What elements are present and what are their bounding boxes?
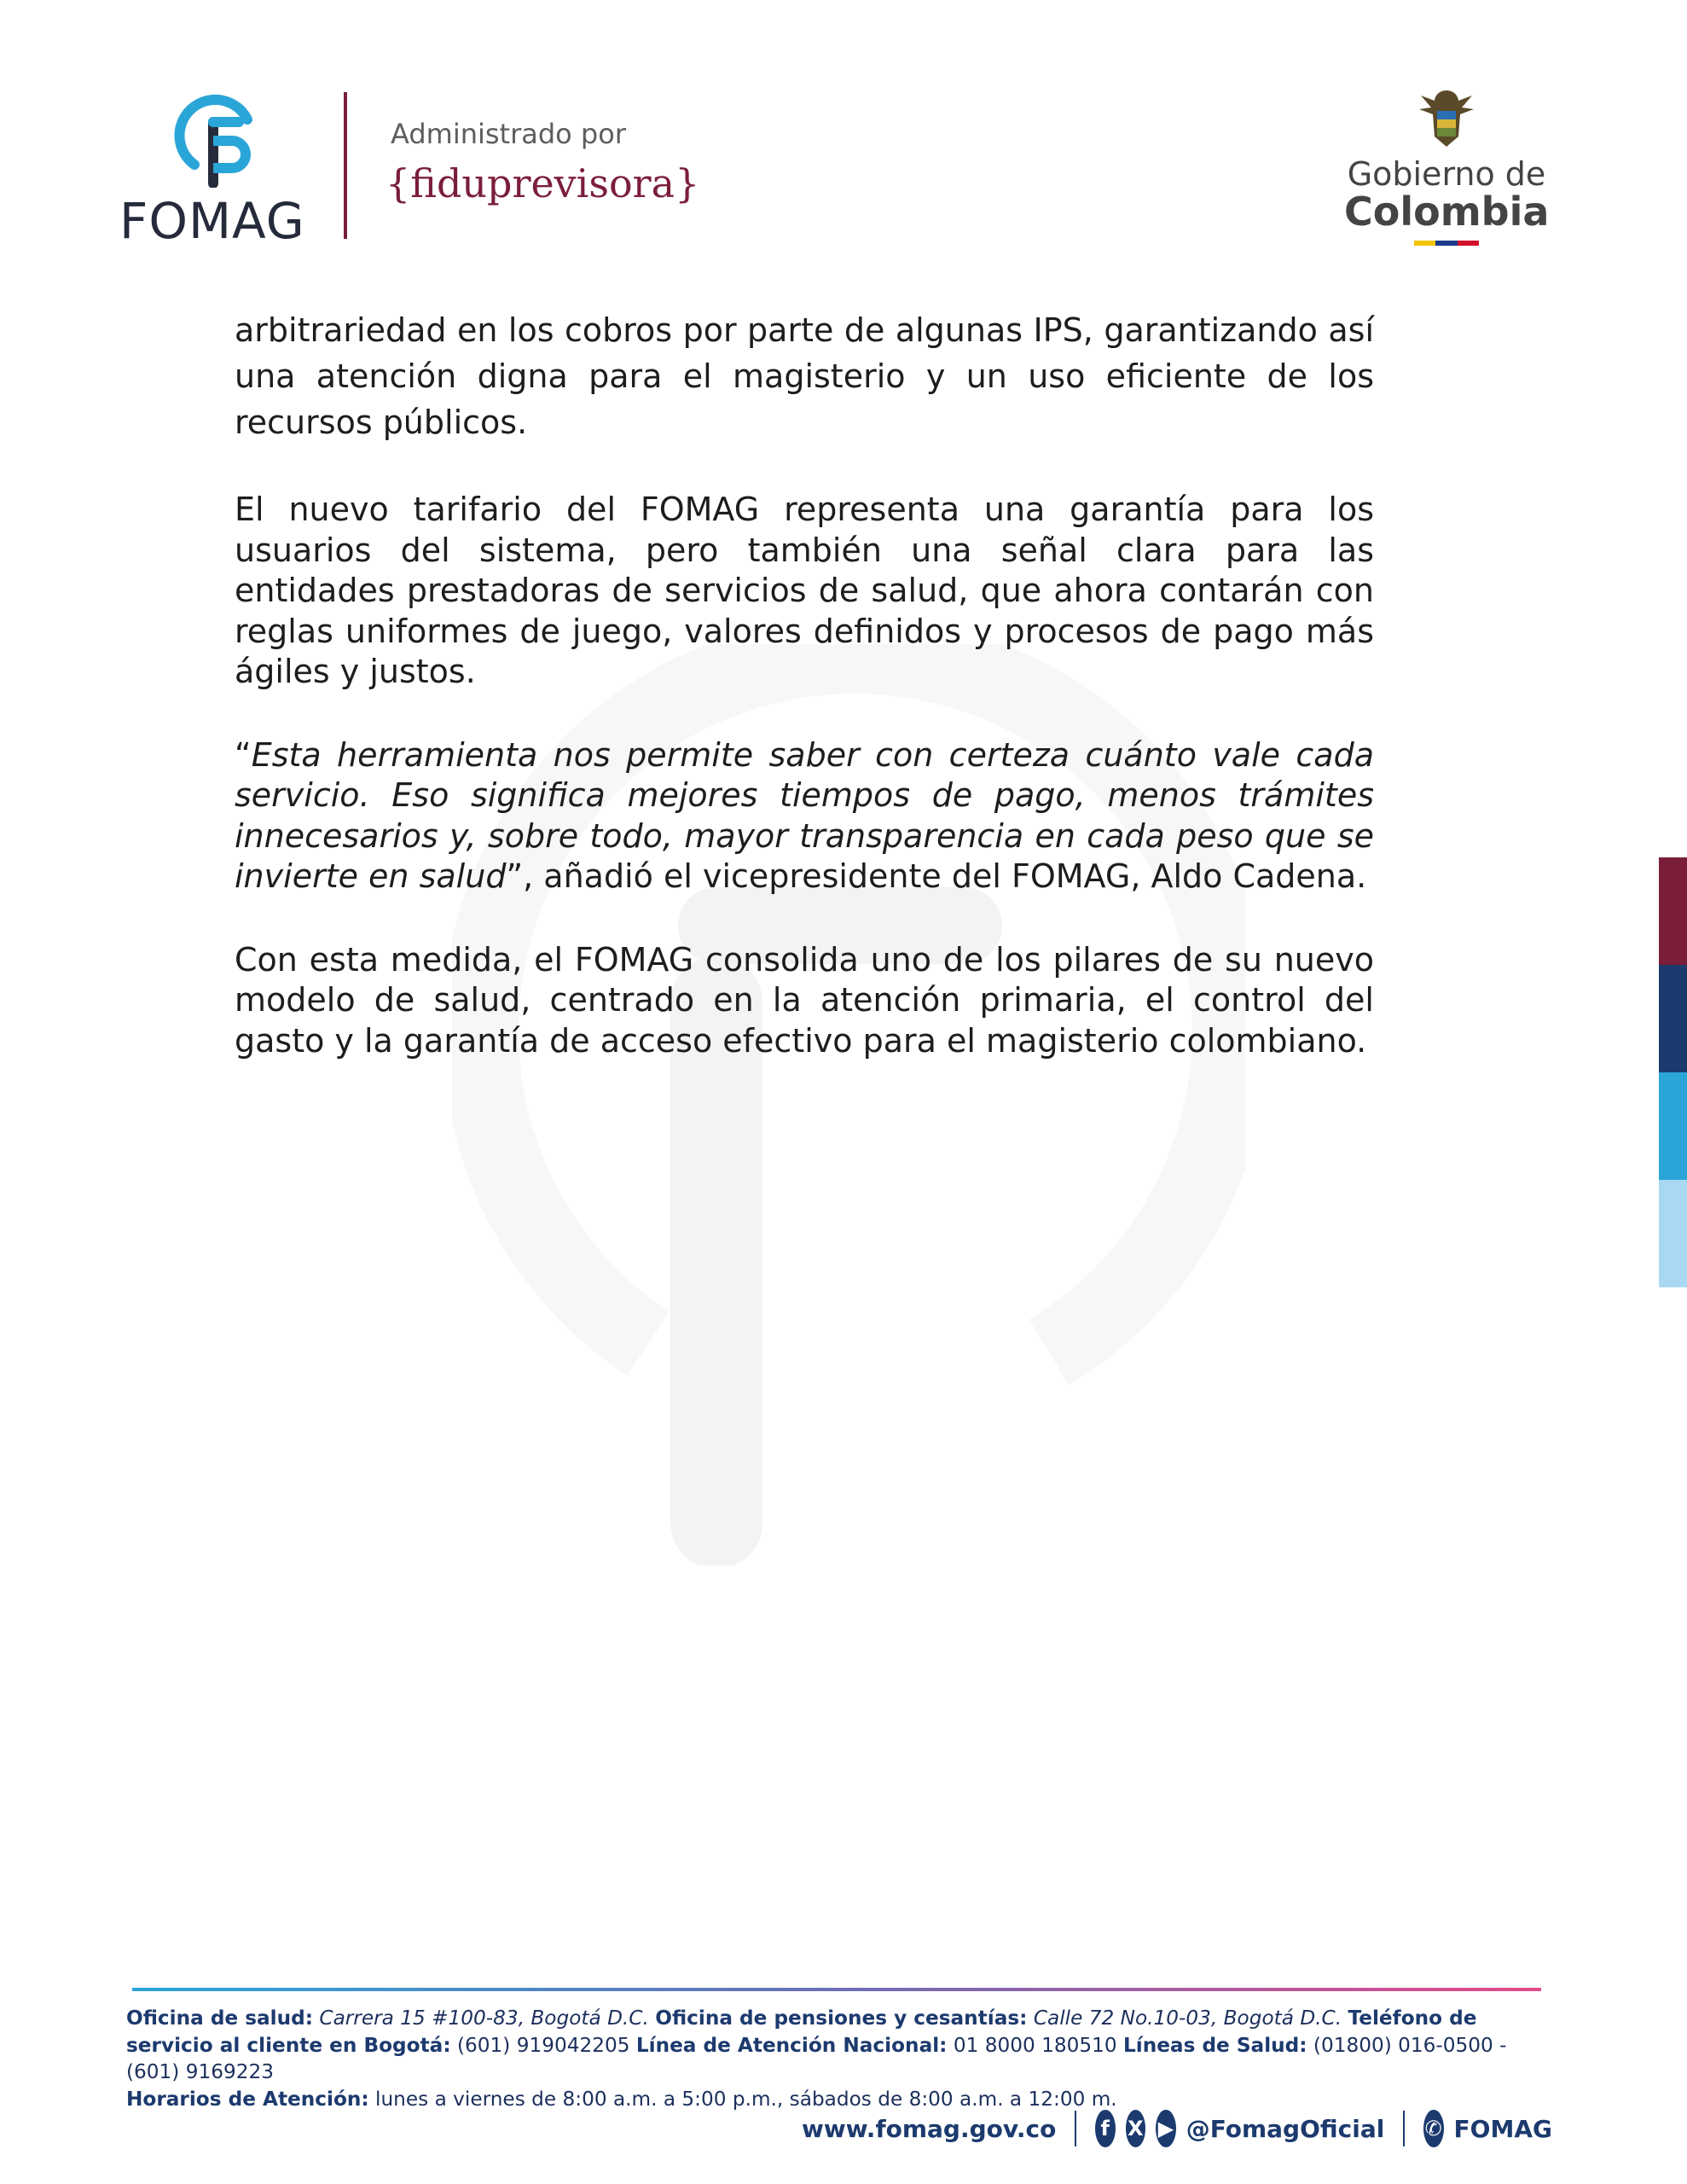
oficina-pensiones-label: Oficina de pensiones y cesantías: xyxy=(655,2007,1028,2030)
paragraph-3 xyxy=(235,735,1374,897)
footer-links xyxy=(802,2107,1552,2150)
fomag-wordmark: FOMAG xyxy=(119,192,305,250)
paragraph-4: Con esta medida, el FOMAG consolida uno de los pilares de su nuevo modelo de salud, centrado en la atención primaria, el control del gasto y la garantía de acceso efectivo para el magisterio colombiano. xyxy=(235,940,1374,1060)
gobierno-colombia-logo xyxy=(1344,85,1549,256)
quote-open: “ xyxy=(235,735,252,774)
oficina-pensiones-value: Calle 72 No.10-03, Bogotá D.C. xyxy=(1033,2007,1342,2030)
lineas-salud-value: (01800) 016-0500 - (601) 9169223 xyxy=(126,2033,1507,2083)
footer-separator xyxy=(1075,2111,1076,2146)
article-body xyxy=(235,307,1374,1104)
horarios-label: Horarios de Atención: xyxy=(126,2087,369,2111)
paragraph-1: arbitrariedad en los cobros por parte de algunas IPS, garantizando así una atención digna para el magisterio y un uso eficiente de los recursos públicos. xyxy=(235,311,1374,441)
fomag-logo xyxy=(119,90,316,252)
social-handle-link[interactable]: @FomagOficial xyxy=(1186,2114,1385,2143)
paragraph-2: El nuevo tarifario del FOMAG representa una garantía para los usuarios del sistema, pero también una señal clara para las entidades prestadoras de servicios de salud, que ahora contarán con reglas uniformes de juego, valores definidos y procesos de pago más ágiles y justos. xyxy=(235,491,1374,690)
quote-attribution: ”, añadió el vicepresidente del FOMAG, Aldo Cadena. xyxy=(506,857,1367,895)
lineas-salud-label: Líneas de Salud: xyxy=(1122,2033,1307,2057)
linea-nacional-value: 01 8000 180510 xyxy=(953,2033,1117,2057)
telefono-value: (601) 919042205 xyxy=(456,2033,630,2057)
youtube-icon[interactable]: ▶ xyxy=(1156,2110,1176,2147)
telefono-label: Teléfono de servicio al cliente en Bogotá: xyxy=(126,2007,1477,2057)
footer-separator xyxy=(1403,2111,1405,2146)
side-bar-light-blue xyxy=(1659,1180,1687,1287)
side-bar-navy xyxy=(1659,965,1687,1072)
colombia-crest-icon xyxy=(1412,85,1481,154)
footer-contact-info xyxy=(126,2005,1551,2112)
whatsapp-icon[interactable]: ✆ xyxy=(1423,2110,1444,2147)
website-link[interactable]: www.fomag.gov.co xyxy=(802,2114,1057,2143)
oficina-salud-label: Oficina de salud: xyxy=(126,2007,313,2030)
horarios-value: lunes a viernes de 8:00 a.m. a 5:00 p.m., sábados de 8:00 a.m. a 12:00 m. xyxy=(375,2087,1117,2111)
fiduprevisora-logo: {fiduprevisora} xyxy=(386,160,700,206)
colombia-flag-stripe xyxy=(1414,241,1479,246)
side-bar-maroon xyxy=(1659,857,1687,965)
linea-nacional-label: Línea de Atención Nacional: xyxy=(635,2033,948,2057)
footer-gradient-line xyxy=(132,1988,1541,1991)
facebook-icon[interactable]: f xyxy=(1095,2110,1116,2147)
whatsapp-link[interactable]: FOMAG xyxy=(1453,2114,1552,2143)
gov-line2: Colombia xyxy=(1344,189,1550,235)
gov-line1: Gobierno de xyxy=(1347,155,1546,193)
oficina-salud-value: Carrera 15 #100-83, Bogotá D.C. xyxy=(319,2007,649,2030)
fomag-g-icon xyxy=(171,90,264,188)
administrado-label: Administrado por xyxy=(391,118,626,150)
quote-text: Esta herramienta nos permite saber con certeza cuánto vale cada servicio. Eso significa mejores tiempos de pago, menos trámites innecesarios y, sobre todo, mayor transparencia en cada peso que se invierte en salud xyxy=(235,735,1374,895)
x-twitter-icon[interactable]: X xyxy=(1126,2110,1146,2147)
header-divider xyxy=(344,92,347,239)
side-bar-blue xyxy=(1659,1072,1687,1180)
